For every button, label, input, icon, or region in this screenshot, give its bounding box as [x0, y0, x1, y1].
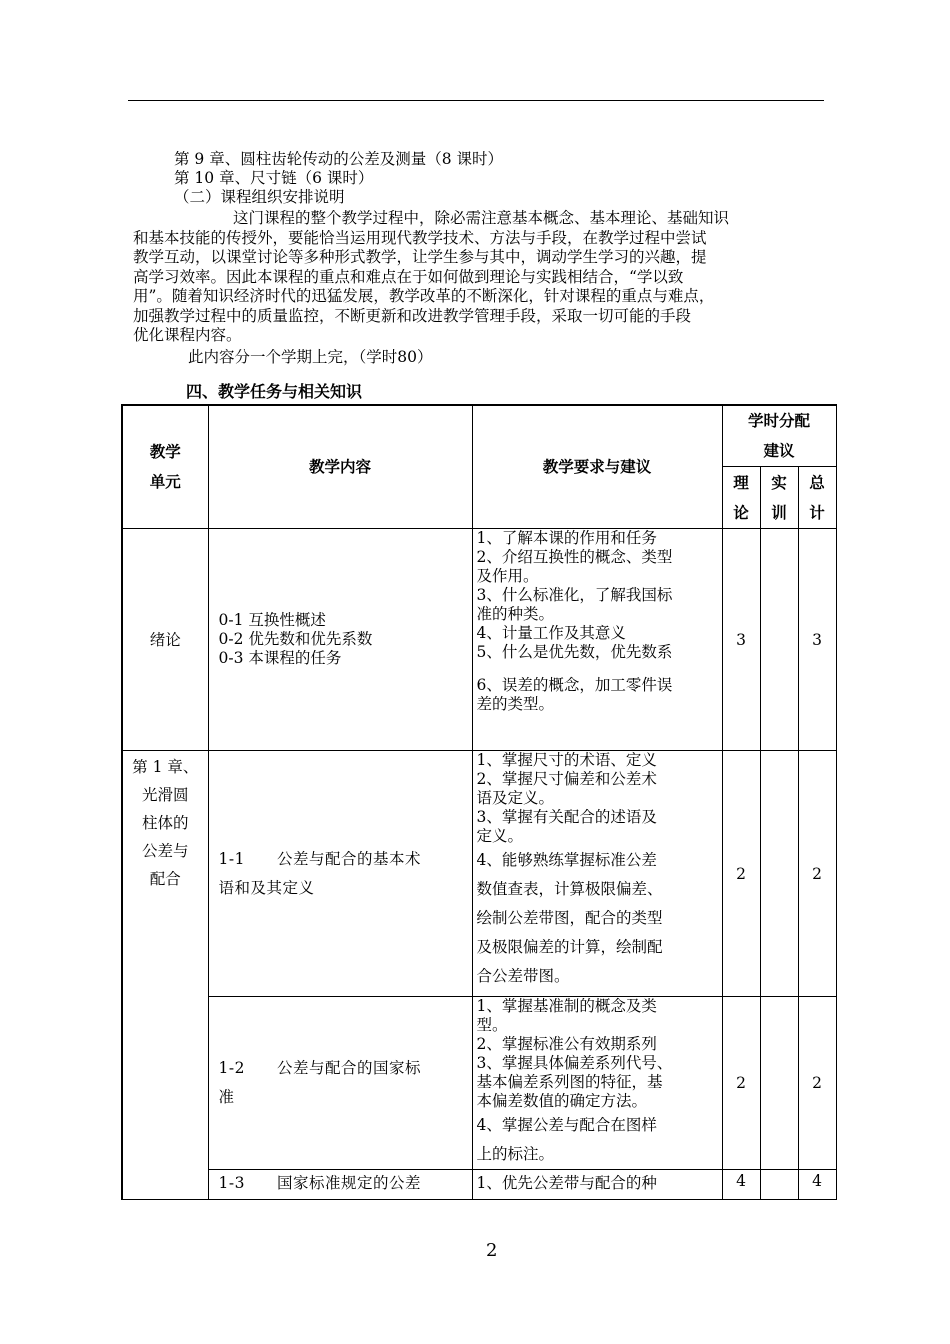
- paragraph-line: 教学互动，以课堂讨论等多种形式教学，让学生参与其中，调动学生学习的兴趣，提: [133, 248, 707, 266]
- table-row: [122, 1170, 836, 1200]
- requirement-line: 4、能够熟练掌握标准公差: [476, 851, 657, 869]
- requirement-line: 1、优先公差带与配合的种: [476, 1174, 657, 1192]
- requirement-line: 6、误差的概念，加工零件误: [476, 676, 673, 694]
- practice-hours: [760, 1170, 798, 1200]
- header-practice-line: 训: [771, 503, 787, 522]
- requirement-line: 及作用。: [476, 567, 539, 585]
- paragraph-line: 优化课程内容。: [133, 326, 242, 344]
- requirement-line: 语及定义。: [476, 789, 555, 807]
- requirement-line: 型。: [476, 1016, 508, 1034]
- chapter-10-line: 第 10 章、尺寸链（6 课时）: [174, 169, 374, 187]
- total-hours: 3: [798, 529, 836, 751]
- requirements-cell: [472, 529, 722, 751]
- requirement-line: 差的类型。: [476, 695, 555, 713]
- requirement-line: 上的标注。: [476, 1145, 555, 1163]
- content-cell: [208, 1170, 472, 1200]
- requirement-line: 2、介绍互换性的概念、类型: [476, 548, 673, 566]
- unit-line: 绪论: [149, 630, 181, 649]
- unit-line: 柱体的: [141, 814, 189, 832]
- requirement-line: 1、了解本课的作用和任务: [476, 529, 657, 547]
- requirements-cell: [472, 1170, 722, 1200]
- page-number: 2: [486, 1240, 498, 1261]
- requirements-cell: [472, 751, 722, 997]
- theory-hours: 2: [722, 997, 760, 1170]
- course-organization-paragraph: [133, 209, 830, 346]
- header-requirements: 教学要求与建议: [472, 405, 722, 529]
- requirement-line: 4、计量工作及其意义: [476, 624, 626, 642]
- chapter-9-line: 第 9 章、圆柱齿轮传动的公差及测量（8 课时）: [174, 150, 504, 168]
- unit-line: 第 1 章、: [132, 758, 199, 776]
- content-line: 1-3 国家标准规定的公差: [218, 1174, 421, 1192]
- total-hours: 4: [798, 1170, 836, 1200]
- header-theory: [722, 467, 760, 529]
- unit-cell: [122, 751, 208, 1200]
- theory-hours: 3: [722, 529, 760, 751]
- paragraph-line: 用”。随着知识经济时代的迅猛发展，教学改革的不断深化，针对课程的重点与难点，: [133, 287, 715, 305]
- header-practice: [760, 467, 798, 529]
- practice-hours: [760, 529, 798, 751]
- unit-line: 配合: [149, 870, 181, 888]
- header-hours: [722, 405, 836, 467]
- content-cell: [208, 751, 472, 997]
- content-line: 1-2 公差与配合的国家标: [218, 1059, 421, 1077]
- table-row: [122, 751, 836, 997]
- content-cell: [208, 997, 472, 1170]
- content-line: 0-3 本课程的任务: [218, 649, 342, 667]
- requirement-line: 基本偏差系列图的特征，基: [476, 1073, 663, 1091]
- header-total-line: 总: [809, 473, 825, 492]
- content-line: 语和及其定义: [218, 878, 315, 897]
- subsection-title: （二）课程组织安排说明: [174, 188, 345, 206]
- content-cell: [208, 529, 472, 751]
- content-line: 1-1 公差与配合的基本术: [218, 849, 421, 868]
- table-row: [122, 529, 836, 751]
- practice-hours: [760, 997, 798, 1170]
- unit-line: 公差与: [141, 842, 189, 860]
- curriculum-table: [121, 404, 837, 1200]
- semester-note: 此内容分一个学期上完，（学时80）: [188, 348, 433, 366]
- requirement-line: 准的种类。: [476, 605, 555, 623]
- header-unit-line: 教学: [149, 443, 181, 461]
- header-unit-line: 单元: [149, 473, 181, 491]
- requirement-line: 1、掌握基准制的概念及类: [476, 997, 657, 1015]
- paragraph-line: 加强教学过程中的质量监控，不断更新和改进教学管理手段，采取一切可能的手段: [133, 306, 692, 325]
- requirement-line: 2、掌握标准公有效期系列: [476, 1035, 657, 1053]
- section-heading: 四、教学任务与相关知识: [186, 382, 363, 401]
- requirement-line: 3、掌握有关配合的述语及: [476, 808, 657, 826]
- requirement-line: 数值查表，计算极限偏差、: [476, 880, 663, 898]
- requirement-line: 4、掌握公差与配合在图样: [476, 1116, 657, 1134]
- requirement-line: 定义。: [476, 827, 524, 845]
- header-total-line: 计: [809, 503, 825, 522]
- requirement-line: 绘制公差带图，配合的类型: [476, 909, 663, 927]
- requirement-line: 及极限偏差的计算，绘制配: [476, 938, 663, 956]
- header-total: [798, 467, 836, 529]
- requirement-line: 3、什么标准化，了解我国标: [476, 586, 673, 604]
- header-rule: [128, 100, 824, 101]
- header-hours-line: 建议: [763, 442, 795, 460]
- content-line: 0-2 优先数和优先系数: [218, 630, 373, 648]
- requirement-line: 本偏差数值的确定方法。: [476, 1092, 648, 1110]
- requirement-line: 合公差带图。: [476, 967, 570, 985]
- header-content: 教学内容: [208, 405, 472, 529]
- content-line: 0-1 互换性概述: [218, 611, 326, 629]
- table-row: [122, 997, 836, 1170]
- header-theory-line: 理: [733, 473, 749, 492]
- paragraph-line: 这门课程的整个教学过程中，除必需注意基本概念、基本理论、基础知识: [233, 209, 730, 227]
- theory-hours: 2: [722, 751, 760, 997]
- practice-hours: [760, 751, 798, 997]
- requirement-line: 1、掌握尺寸的术语、定义: [476, 751, 657, 769]
- paragraph-line: 高学习效率。因此本课程的重点和难点在于如何做到理论与实践相结合，“学以致: [133, 267, 684, 286]
- unit-line: 光滑圆: [141, 786, 189, 804]
- paragraph-line: 和基本技能的传授外，要能恰当运用现代教学技术、方法与手段，在教学过程中尝试: [133, 228, 707, 247]
- theory-hours: 4: [722, 1170, 760, 1200]
- header-practice-line: 实: [771, 473, 787, 492]
- header-theory-line: 论: [733, 503, 749, 522]
- total-hours: 2: [798, 997, 836, 1170]
- header-hours-line: 学时分配: [747, 412, 810, 430]
- total-hours: 2: [798, 751, 836, 997]
- requirement-line: 5、什么是优先数，优先数系: [476, 643, 673, 661]
- content-line: 准: [218, 1088, 235, 1106]
- unit-cell: [122, 529, 208, 751]
- requirement-line: 2、掌握尺寸偏差和公差术: [476, 770, 657, 788]
- header-unit: [122, 405, 208, 529]
- requirement-line: 3、掌握具体偏差系列代号、: [476, 1054, 673, 1072]
- requirements-cell: [472, 997, 722, 1170]
